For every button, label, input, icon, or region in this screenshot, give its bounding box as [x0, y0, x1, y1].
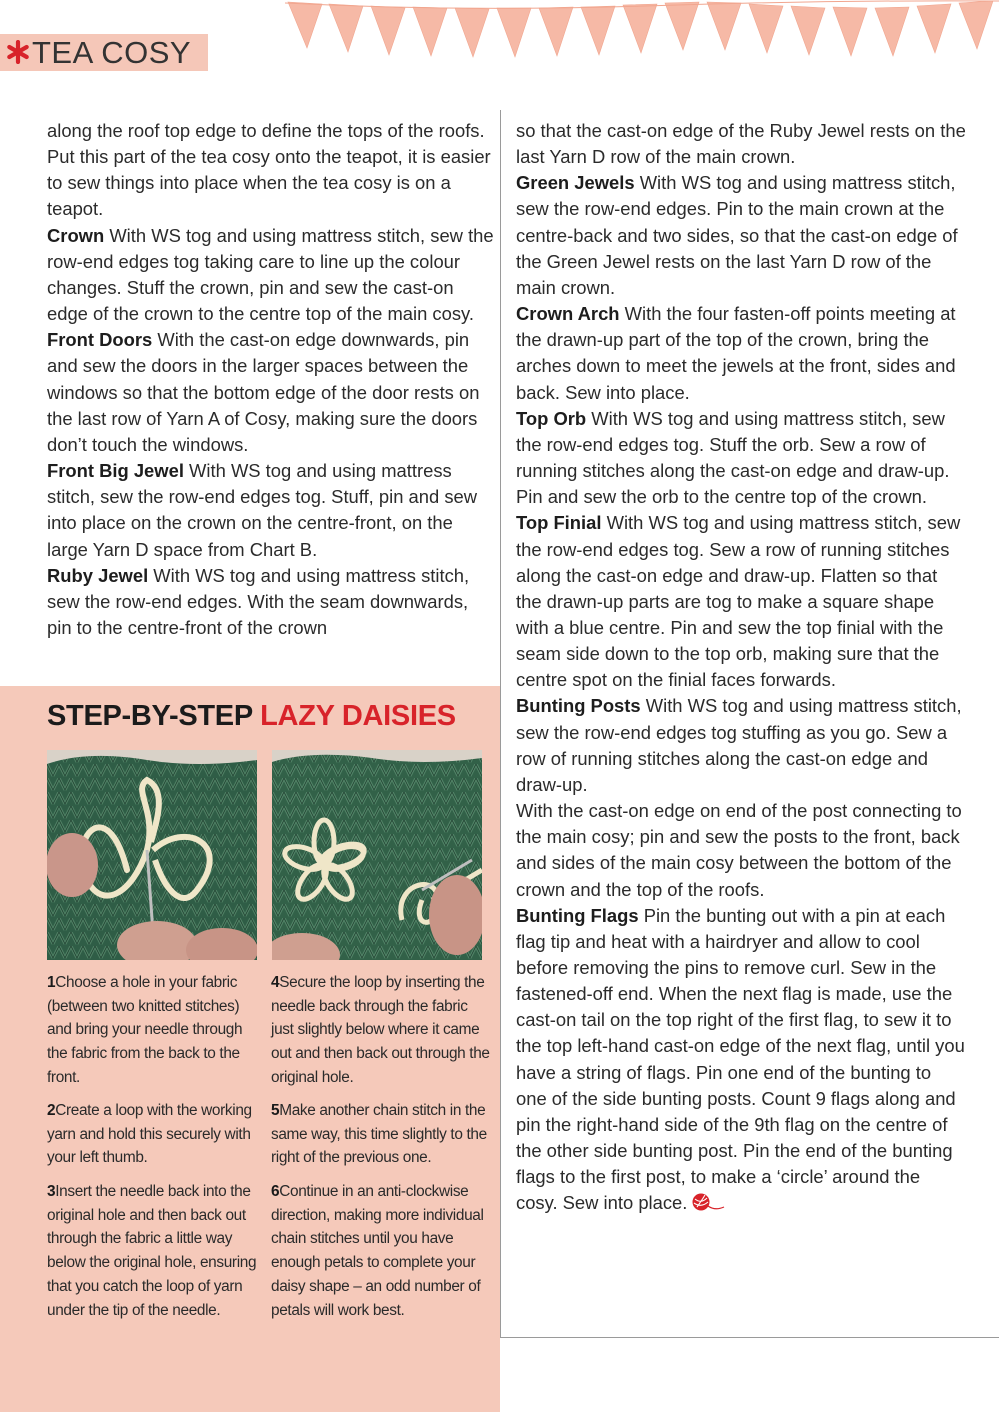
- paragraph-heading: Top Finial: [516, 512, 602, 534]
- step-text: Continue in an anti-clockwise direction, making more individual chain stitches until you have enough petals to complete your daisy shape – an odd number of petals will work best.: [271, 1183, 484, 1319]
- step-text: Secure the loop by inserting the needle back through the fabric just slightly below where it came out and then back out through the original hole.: [271, 974, 490, 1086]
- step-text: Insert the needle back into the original hole and then back out through the fabric a little way below the original hole, ensuring that you catch the loop of yarn under the tip of the needle.: [47, 1183, 257, 1319]
- paragraph-heading: Green Jewels: [516, 172, 635, 194]
- step-number: 4: [271, 974, 280, 991]
- left-column: [47, 118, 495, 641]
- step-text: Create a loop with the working yarn and hold this securely with your left thumb.: [47, 1102, 252, 1167]
- paragraph: Crown With WS tog and using mattress stitch, sew the row-end edges tog taking care to line up the colour changes. Stuff the crown, pin and sew the cast-on edge of the crown to the centre top of the main cosy.: [47, 224, 494, 325]
- bunting-decoration: [285, 0, 999, 58]
- paragraph: Green Jewels With WS tog and using mattress stitch, sew the row-end edges. Pin to the main crown at the centre-back and two sides, so that the cast-on edge of the Green Jewel rests on the last Yarn D row of the main crown.: [516, 172, 958, 298]
- paragraph: Bunting Flags Pin the bunting out with a pin at each flag tip and heat with a hairdryer and allow to cool before removing the pins to remove curl. Sew in the fastened-off end. When the next flag is made, use the cast-on tail on the top right of the first flag, to sew it to the top left-hand cast-on edge of the next flag, until you have a string of flags. Pin one end of the bunting to one of the side bunting posts. Count 9 flags along and pin the right-hand side of the 9th flag on the centre of the other side bunting post. Pin the end of the bunting flags to the first post, to make a ‘circle’ around the cosy. Sew into place.: [516, 904, 965, 1214]
- right-column: [516, 118, 966, 1217]
- paragraph: Front Doors With the cast-on edge downwards, pin and sew the doors in the larger spaces between the windows so that the bottom edge of the door rests on the last row of Yarn A of Cosy, making sure the doors don’t touch the windows.: [47, 329, 480, 455]
- paragraph: Top Orb With WS tog and using mattress stitch, sew the row-end edges tog. Stuff the orb. Sew a row of running stitches along the cast-on edge and draw-up. Pin and sew the orb to the centre top of the crown.: [516, 407, 950, 508]
- paragraph-heading: Crown Arch: [516, 303, 620, 325]
- step-3: [47, 1180, 262, 1322]
- step-text: Choose a hole in your fabric (between two knitted stitches) and bring your needle through the fabric from the back to the front.: [47, 974, 243, 1086]
- footer-rule: [500, 1337, 999, 1338]
- step-number: 6: [271, 1183, 280, 1200]
- step-number: 3: [47, 1183, 56, 1200]
- column-divider: [500, 110, 501, 1338]
- paragraph: Bunting Posts With WS tog and using mattress stitch, sew the row-end edges tog stuffing as you go. Sew a row of running stitches along the cast-on edge and draw-up.: [516, 695, 962, 795]
- step-number: 2: [47, 1102, 56, 1119]
- paragraph-heading: Ruby Jewel: [47, 564, 149, 586]
- paragraph-heading: Front Big Jewel: [47, 460, 184, 482]
- asterisk-icon: [6, 40, 30, 64]
- paragraph: Front Big Jewel With WS tog and using mattress stitch, sew the row-end edges tog. Stuff, pin and sew into place on the crown on the centre-front, on the large Yarn D space from Chart B.: [47, 460, 478, 560]
- step-5: [271, 1099, 493, 1170]
- paragraph-heading: Bunting Posts: [516, 695, 641, 717]
- paragraph-heading: Top Orb: [516, 407, 587, 429]
- step-photo-loop: [47, 750, 257, 960]
- section-title: TEA COSY: [32, 35, 192, 70]
- paragraph: Top Finial With WS tog and using mattress stitch, sew the row-end edges tog. Sew a row of running stitches along the cast-on edge and draw-up. Flatten so that the drawn-up parts are tog to make a square shape with a blue centre. Pin and sew the top finial with the seam side down to the top orb, making sure that the centre spot on the finial faces forwards.: [516, 512, 961, 691]
- paragraph-heading: Crown: [47, 224, 105, 246]
- paragraph-heading: Bunting Flags: [516, 904, 639, 926]
- paragraph: With the cast-on edge on end of the post connecting to the main cosy; pin and sew the posts to the front, back and sides of the main cosy between the bottom of the crown and the top of the roofs.: [516, 800, 962, 900]
- step-4: [271, 971, 493, 1090]
- step-by-step-title: STEP-BY-STEP LAZY DAISIES: [47, 700, 456, 732]
- paragraph: so that the cast-on edge of the Ruby Jewel rests on the last Yarn D row of the main crown.: [516, 120, 966, 168]
- step-text: Make another chain stitch in the same way, this time slightly to the right of the previous one.: [271, 1102, 487, 1167]
- step-1: [47, 971, 262, 1090]
- step-number: 5: [271, 1102, 280, 1119]
- step-photo-daisy: [272, 750, 482, 960]
- step-2: [47, 1099, 262, 1170]
- step-number: 1: [47, 974, 56, 991]
- paragraph: Crown Arch With the four fasten-off points meeting at the drawn-up part of the top of the crown, bring the arches down to meet the jewels at the front, sides and back. Sew into place.: [516, 303, 956, 403]
- yarn-ball-icon: [691, 1192, 725, 1212]
- step-6: [271, 1180, 493, 1322]
- paragraph-heading: Front Doors: [47, 329, 153, 351]
- paragraph: along the roof top edge to define the tops of the roofs. Put this part of the tea cosy onto the teapot, it is easier to sew things into place when the tea cosy is on a teapot.: [47, 120, 491, 220]
- paragraph: Ruby Jewel With WS tog and using mattress stitch, sew the row-end edges. With the seam downwards, pin to the centre-front of the crown: [47, 564, 470, 638]
